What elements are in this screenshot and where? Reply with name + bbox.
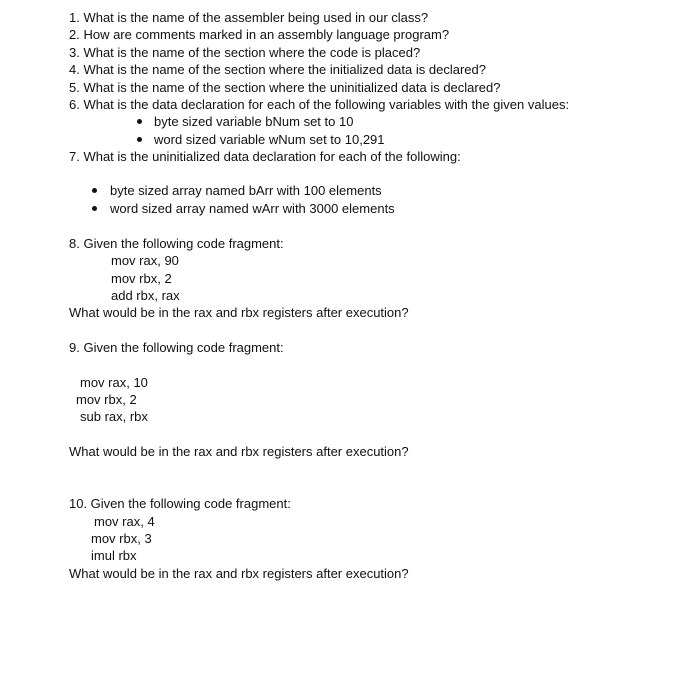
question-7: 7. What is the uninitialized data declaration for each of the following: bbox=[69, 149, 461, 164]
question-9: 9. Given the following code fragment: bbox=[69, 340, 284, 355]
question-10: 10. Given the following code fragment: bbox=[69, 496, 291, 511]
question-7-bullet-1: byte sized array named bArr with 100 elements bbox=[110, 183, 382, 198]
question-9-code-line-2: mov rbx, 2 bbox=[76, 392, 137, 407]
question-8-code-line-2: mov rbx, 2 bbox=[111, 271, 172, 286]
question-10-code-line-2: mov rbx, 3 bbox=[91, 531, 152, 546]
question-3: 3. What is the name of the section where the code is placed? bbox=[69, 45, 421, 60]
bullet-icon bbox=[92, 188, 97, 193]
question-8-code-line-1: mov rax, 90 bbox=[111, 253, 179, 268]
question-8-prompt: What would be in the rax and rbx registers after execution? bbox=[69, 305, 409, 320]
bullet-icon bbox=[137, 137, 142, 142]
question-6-bullet-1: byte sized variable bNum set to 10 bbox=[154, 114, 354, 129]
question-10-code-line-1: mov rax, 4 bbox=[94, 514, 155, 529]
question-10-prompt: What would be in the rax and rbx registers after execution? bbox=[69, 566, 409, 581]
question-2: 2. How are comments marked in an assembly language program? bbox=[69, 27, 450, 42]
question-5: 5. What is the name of the section where the uninitialized data is declared? bbox=[69, 80, 501, 95]
question-6: 6. What is the data declaration for each of the following variables with the given values: bbox=[69, 97, 570, 112]
question-9-code-line-3: sub rax, rbx bbox=[80, 409, 148, 424]
question-9-prompt: What would be in the rax and rbx registers after execution? bbox=[69, 444, 409, 459]
question-8-code-line-3: add rbx, rax bbox=[111, 288, 180, 303]
bullet-icon bbox=[92, 206, 97, 211]
question-10-code-line-3: imul rbx bbox=[91, 548, 137, 563]
question-7-bullet-2: word sized array named wArr with 3000 elements bbox=[110, 201, 395, 216]
bullet-icon bbox=[137, 119, 142, 124]
question-6-bullet-2: word sized variable wNum set to 10,291 bbox=[154, 132, 385, 147]
question-8: 8. Given the following code fragment: bbox=[69, 236, 284, 251]
question-9-code-line-1: mov rax, 10 bbox=[80, 375, 148, 390]
question-1: 1. What is the name of the assembler being used in our class? bbox=[69, 10, 429, 25]
question-4: 4. What is the name of the section where the initialized data is declared? bbox=[69, 62, 486, 77]
